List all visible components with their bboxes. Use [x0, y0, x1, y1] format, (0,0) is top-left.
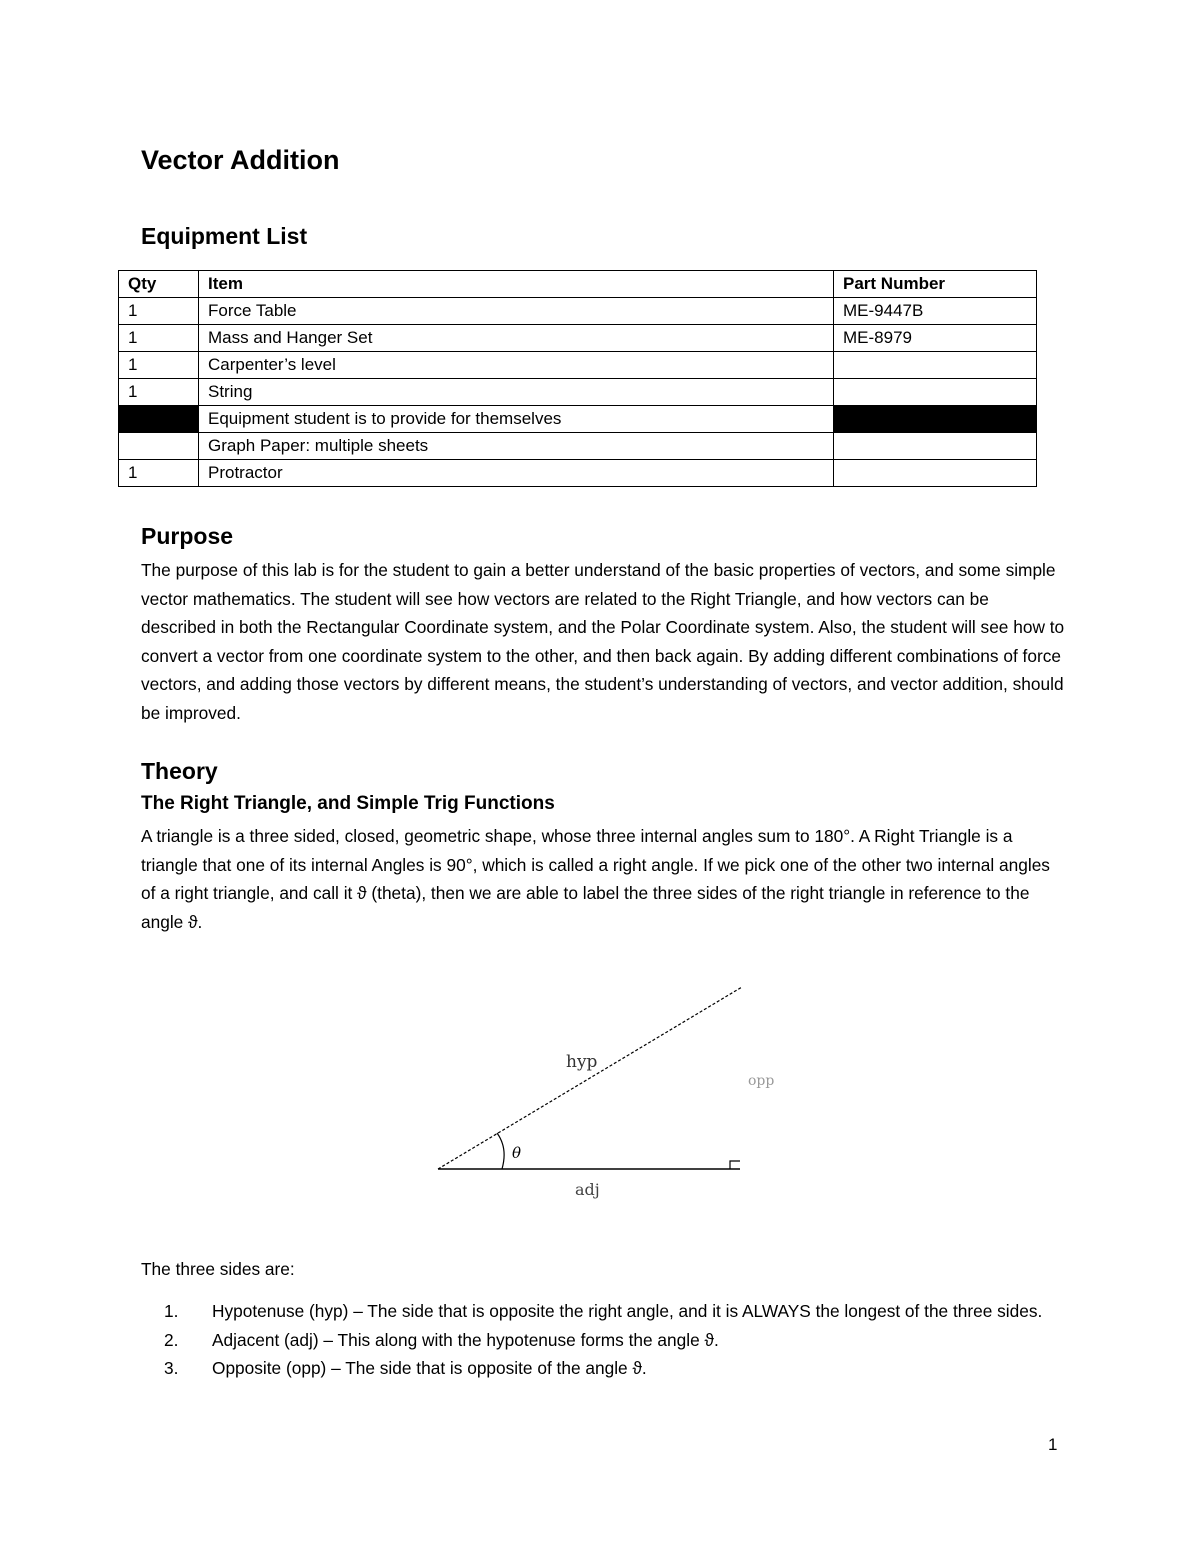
cell-part-number	[834, 433, 1037, 460]
equipment-heading: Equipment List	[141, 223, 308, 249]
cell-item: Graph Paper: multiple sheets	[199, 433, 834, 460]
cell-item: Carpenter’s level	[199, 352, 834, 379]
hypotenuse-line	[438, 987, 742, 1169]
list-item-text: Hypotenuse (hyp) – The side that is opposite the right angle, and it is ALWAYS the longest of the three sides.	[212, 1301, 1043, 1321]
sides-list	[141, 1297, 1071, 1383]
list-item-text: Adjacent (adj) – This along with the hypotenuse forms the angle ϑ.	[212, 1329, 719, 1350]
list-item	[141, 1354, 1071, 1383]
purpose-heading: Purpose	[141, 523, 234, 549]
column-header-qty: Qty	[119, 271, 199, 298]
cell-item: String	[199, 379, 834, 406]
cell-part-number	[834, 352, 1037, 379]
table-header-row	[119, 271, 1037, 298]
cell-part-number: ME-8979	[834, 325, 1037, 352]
cell-part-number: ME-9447B	[834, 298, 1037, 325]
list-item-number: 3.	[164, 1358, 179, 1379]
right-angle-marker	[730, 1161, 740, 1169]
adj-label: adj	[575, 1180, 600, 1199]
list-item-number: 2.	[164, 1329, 179, 1350]
column-header-part-number: Part Number	[834, 271, 1037, 298]
table-row	[119, 298, 1037, 325]
cell-part-number	[834, 379, 1037, 406]
page-title: Vector Addition	[141, 145, 340, 175]
cell-qty: 1	[119, 379, 199, 406]
theory-subheading: The Right Triangle, and Simple Trig Functions	[141, 793, 555, 814]
table-row	[119, 379, 1037, 406]
cell-part-number	[834, 460, 1037, 487]
table-row	[119, 433, 1037, 460]
cell-item: Mass and Hanger Set	[199, 325, 834, 352]
list-item-text: Opposite (opp) – The side that is opposite of the angle ϑ.	[212, 1358, 647, 1379]
list-item	[141, 1326, 1071, 1355]
equipment-table	[118, 270, 1037, 487]
table-row	[119, 325, 1037, 352]
theory-heading: Theory	[141, 758, 218, 784]
cell-qty: 1	[119, 352, 199, 379]
cell-part-number-blackout	[834, 406, 1037, 433]
cell-item: Protractor	[199, 460, 834, 487]
cell-qty-blackout	[119, 406, 199, 433]
hyp-label: hyp	[566, 1052, 598, 1072]
cell-item: Equipment student is to provide for themselves	[199, 406, 834, 433]
theta-label: θ	[512, 1144, 522, 1162]
list-item	[141, 1297, 1071, 1326]
cell-qty: 1	[119, 325, 199, 352]
sides-intro: The three sides are:	[141, 1259, 295, 1279]
cell-qty	[119, 433, 199, 460]
opp-label: opp	[748, 1073, 775, 1089]
purpose-paragraph: The purpose of this lab is for the student to gain a better understand of the basic properties of vectors, and some simple vector mathematics. The student will see how vectors are related to the Right Triangle, and how vectors can be described in both the Rectangular Coordinate system, and the Polar Coordinate system. Also, the student will see how to convert a vector from one coordinate system to the other, and then back again. By adding different combinations of force vectors, and adding those vectors by different means, the student’s understanding of vectors, and vector addition, should be improved.	[141, 560, 1065, 723]
list-item-number: 1.	[164, 1301, 179, 1321]
cell-qty: 1	[119, 460, 199, 487]
theory-paragraph: A triangle is a three sided, closed, geometric shape, whose three internal angles sum to 180°. A Right Triangle is a triangle that one of its internal Angles is 90°, which is called a right angle. If we pick one of the other two internal angles of a right triangle, and call it ϑ (theta), then we are able to label the three sides of the right triangle in reference to the angle ϑ.	[141, 826, 1050, 932]
table-row	[119, 352, 1037, 379]
table-row-section	[119, 406, 1037, 433]
angle-arc	[497, 1133, 504, 1169]
page-number: 1	[1048, 1435, 1058, 1454]
cell-item: Force Table	[199, 298, 834, 325]
cell-qty: 1	[119, 298, 199, 325]
table-row	[119, 460, 1037, 487]
right-triangle-figure	[420, 975, 800, 1205]
column-header-item: Item	[199, 271, 834, 298]
